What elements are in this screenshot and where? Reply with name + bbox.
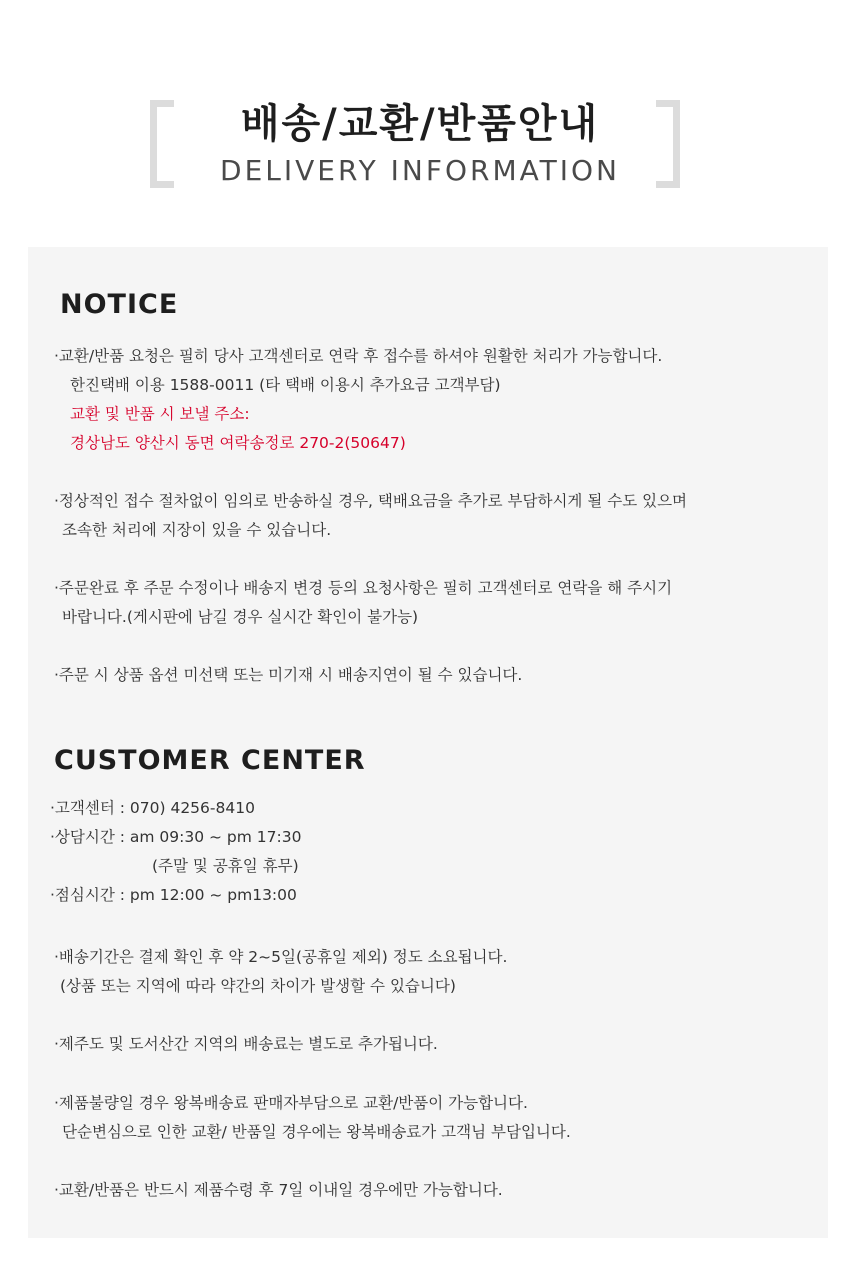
return-address-label: 교환 및 반품 시 보낼 주소: <box>70 405 250 423</box>
customer-line: (상품 또는 지역에 따라 약간의 차이가 발생할 수 있습니다) <box>60 977 456 995</box>
customer-center-title: CUSTOMER CENTER <box>54 745 366 776</box>
customer-line: ·고객센터 : 070) 4256-8410 <box>50 799 255 817</box>
return-address: 경상남도 양산시 동면 여락송정로 270-2(50647) <box>70 434 406 452</box>
notice-line: ·정상적인 접수 절차없이 임의로 반송하실 경우, 택배요금을 추가로 부담하시게 될 수도 있으며 <box>54 492 688 510</box>
notice-line: ·주문 시 상품 옵션 미선택 또는 미기재 시 배송지연이 될 수 있습니다. <box>54 666 523 684</box>
notice-line: 조속한 처리에 지장이 있을 수 있습니다. <box>62 521 332 539</box>
page-subtitle: DELIVERY INFORMATION <box>220 154 620 187</box>
customer-line: ·제품불량일 경우 왕복배송료 판매자부담으로 교환/반품이 가능합니다. <box>54 1094 528 1112</box>
customer-line: ·교환/반품은 반드시 제품수령 후 7일 이내일 경우에만 가능합니다. <box>54 1181 503 1199</box>
notice-title: NOTICE <box>60 289 179 320</box>
customer-line: ·배송기간은 결제 확인 후 약 2~5일(공휴일 제외) 정도 소요됩니다. <box>54 948 508 966</box>
customer-line: ·상담시간 : am 09:30 ~ pm 17:30 <box>50 828 302 846</box>
customer-line: (주말 및 공휴일 휴무) <box>152 857 299 875</box>
notice-line: 바랍니다.(게시판에 남길 경우 실시간 확인이 불가능) <box>62 608 419 626</box>
customer-line: ·점심시간 : pm 12:00 ~ pm13:00 <box>50 886 297 904</box>
customer-line: ·제주도 및 도서산간 지역의 배송료는 별도로 추가됩니다. <box>54 1035 438 1053</box>
page-title: 배송/교환/반품안내 <box>240 101 600 147</box>
info-panel <box>28 247 828 1238</box>
notice-line: ·주문완료 후 주문 수정이나 배송지 변경 등의 요청사항은 필히 고객센터로 연락을 해 주시기 <box>54 579 673 597</box>
page-header <box>0 0 860 230</box>
notice-line: ·교환/반품 요청은 필히 당사 고객센터로 연락 후 접수를 하셔야 원활한 처리가 가능합니다. <box>54 347 663 365</box>
customer-line: 단순변심으로 인한 교환/ 반품일 경우에는 왕복배송료가 고객님 부담입니다. <box>62 1123 571 1141</box>
notice-line: 한진택배 이용 1588-0011 (타 택배 이용시 추가요금 고객부담) <box>70 376 501 394</box>
